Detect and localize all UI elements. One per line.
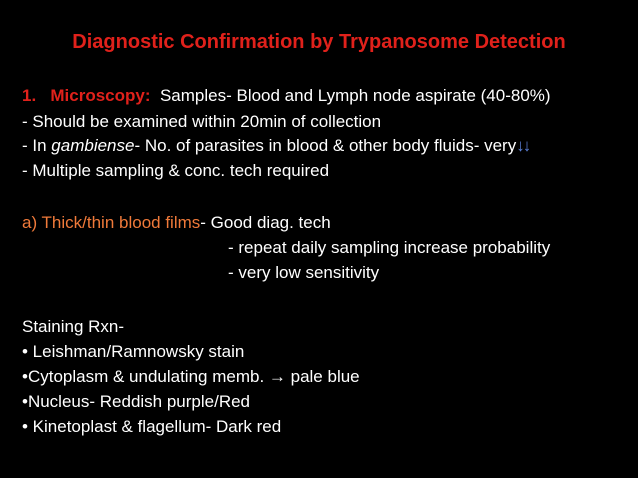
- bullet-gambiense: [22, 136, 529, 156]
- down-arrows-icon: ↓↓: [516, 136, 530, 155]
- staining-item-4: • Kinetoplast & flagellum- Dark red: [22, 417, 282, 436]
- gambiense-prefix: - In: [22, 136, 52, 155]
- thick-thin-sub-1: - repeat daily sampling increase probability: [228, 238, 551, 257]
- staining-item-1: • Leishman/Ramnowsky stain: [22, 342, 245, 361]
- slide-title: Diagnostic Confirmation by Trypanosome Detection: [72, 31, 566, 53]
- list-number: 1.: [22, 86, 37, 105]
- staining-item-3: •Nucleus- Reddish purple/Red: [22, 392, 251, 411]
- thick-thin-text: - Good diag. tech: [200, 213, 331, 232]
- thick-thin-line: [22, 213, 331, 233]
- staining-heading: Staining Rxn-: [22, 317, 125, 336]
- staining-item-2: •Cytoplasm & undulating memb. → pale blue: [22, 367, 360, 386]
- gambiense-italic: gambiense: [51, 136, 135, 155]
- gambiense-rest: - No. of parasites in blood & other body fluids- very: [134, 136, 517, 155]
- bullet-examine-time: - Should be examined within 20min of collection: [22, 112, 382, 131]
- thick-thin-sub-2: - very low sensitivity: [228, 263, 380, 282]
- microscopy-heading: Microscopy:: [50, 86, 151, 105]
- samples-text: Samples- Blood and Lymph node aspirate (40-80%): [159, 86, 551, 105]
- thick-thin-label: a) Thick/thin blood films: [22, 213, 201, 232]
- bullet-multiple-sampling: - Multiple sampling & conc. tech required: [22, 161, 330, 180]
- microscopy-line: [22, 86, 551, 106]
